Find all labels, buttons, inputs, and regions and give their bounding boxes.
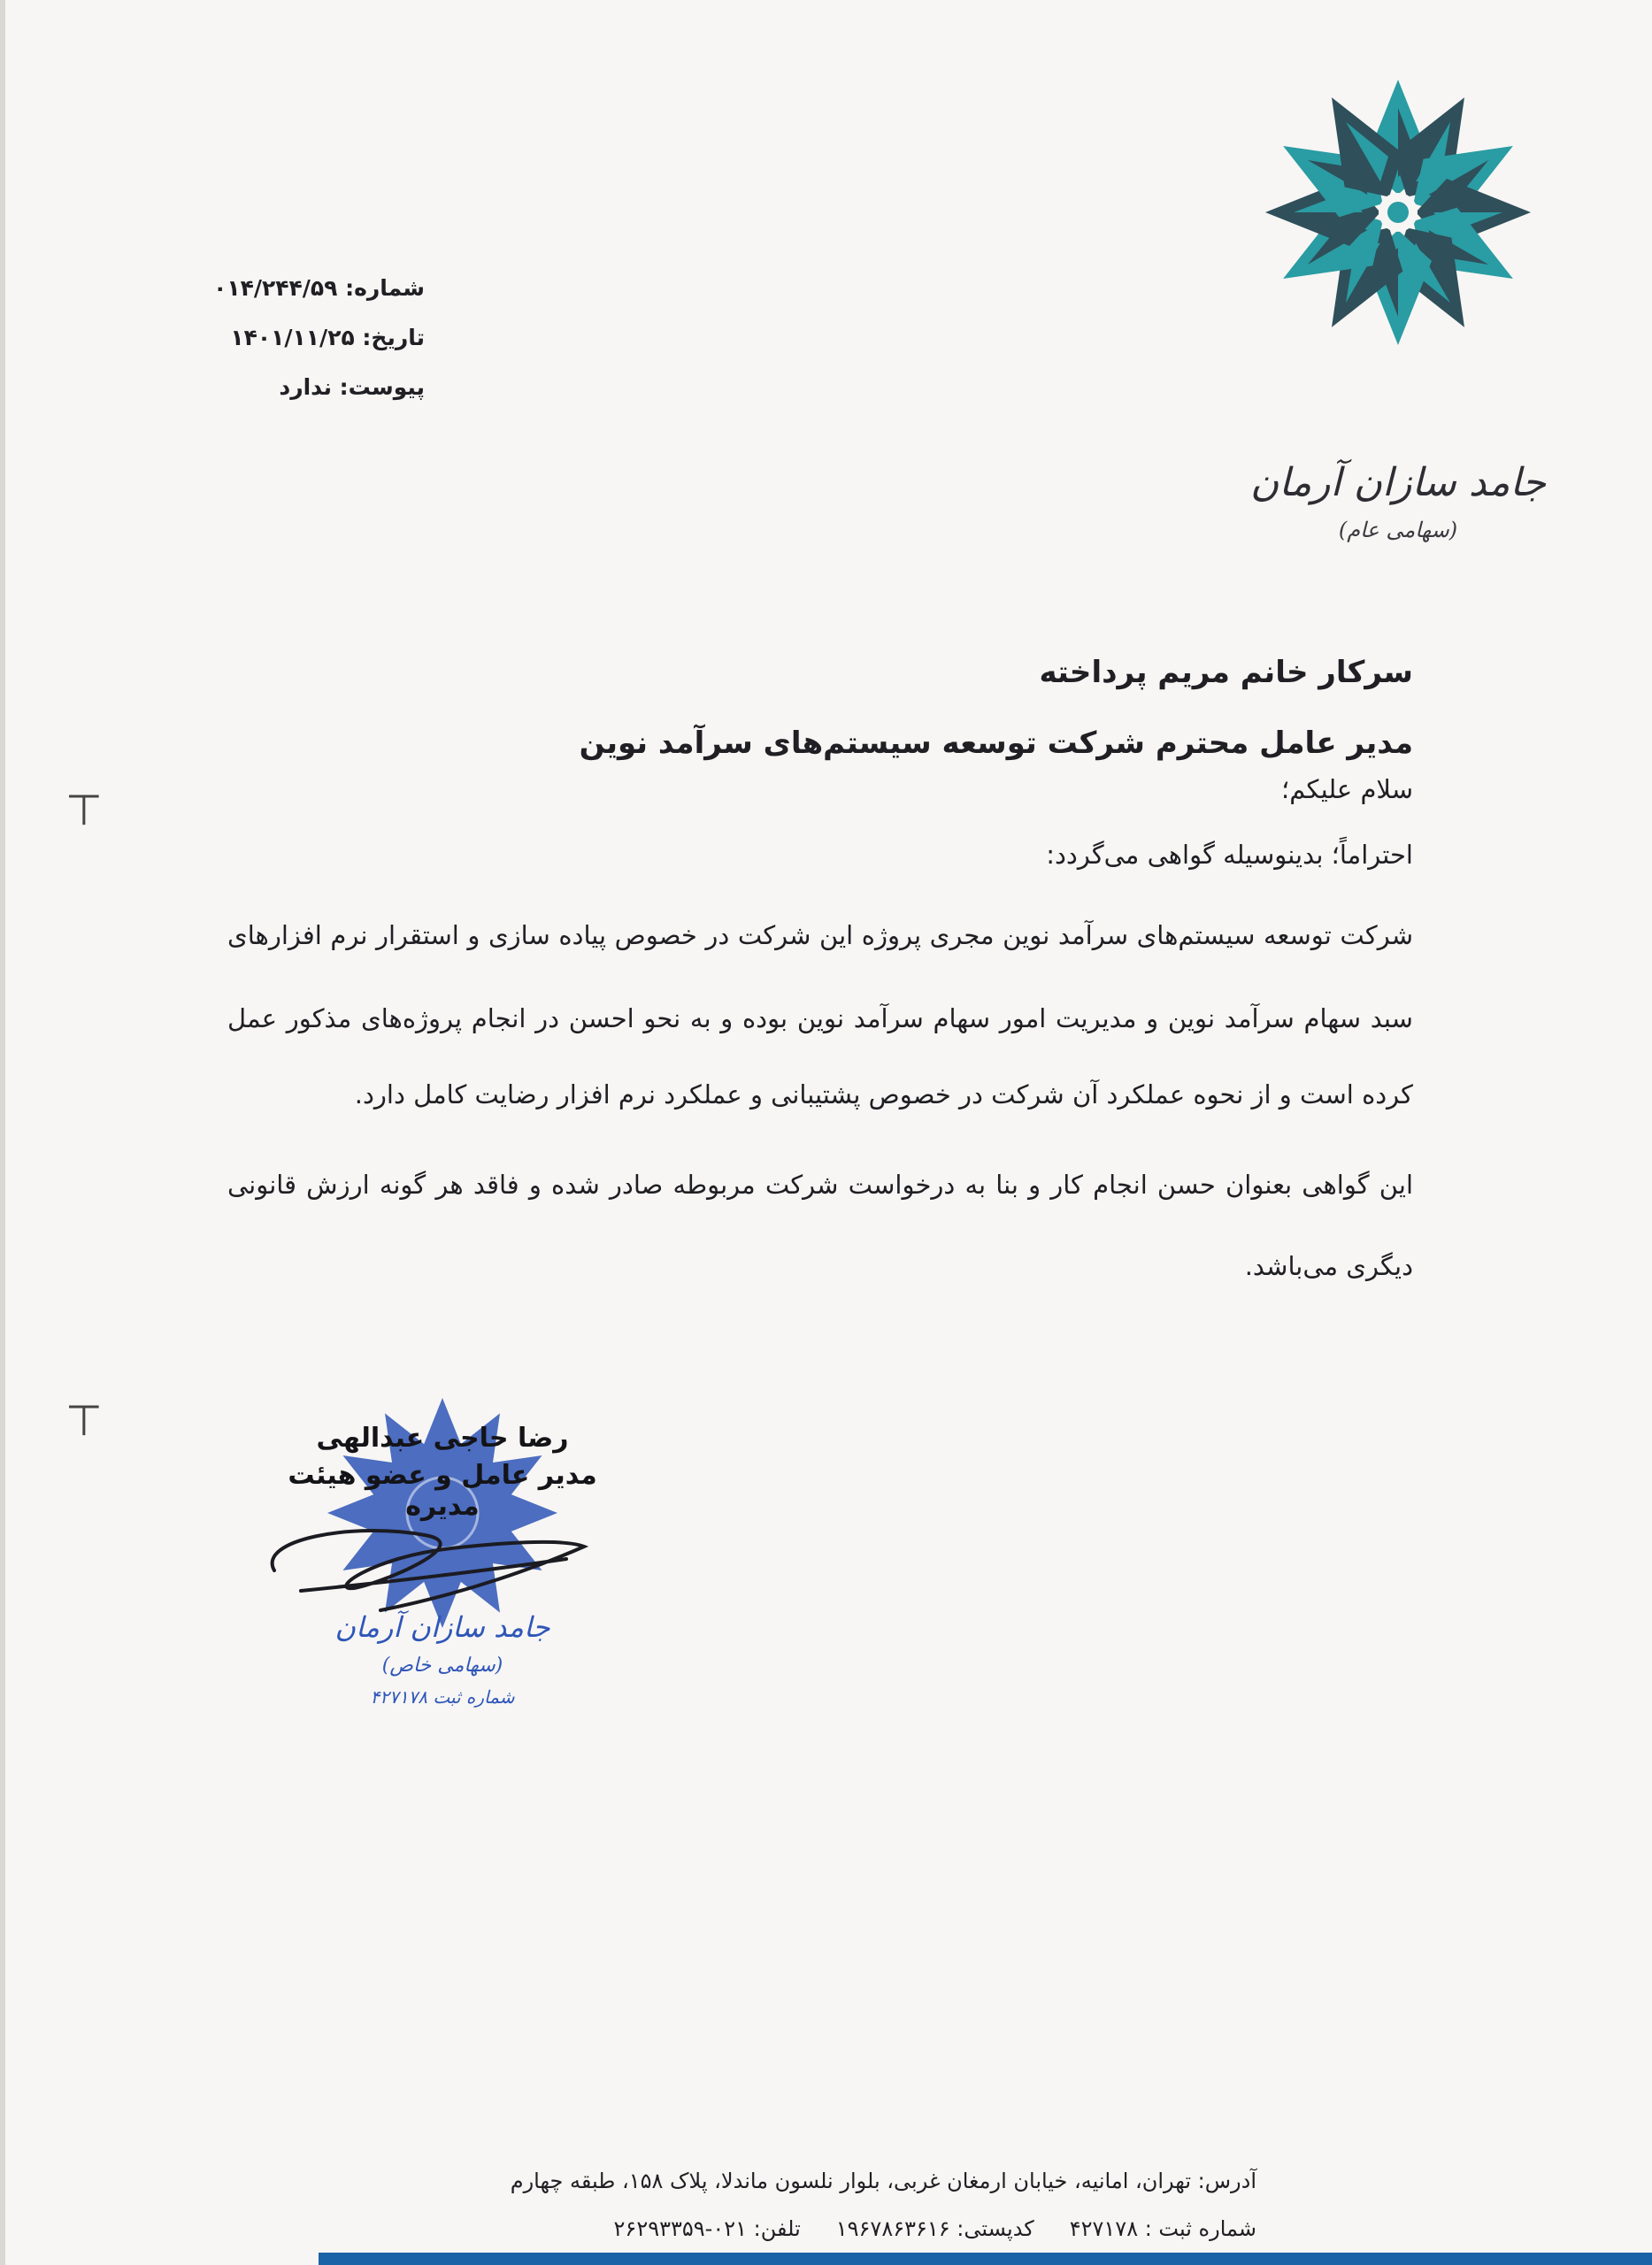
footer-contact-line (319, 2205, 1256, 2253)
footer-address: آدرس: تهران، امانیه، خیابان ارمغان غربی، بلوار نلسون ماندلا، پلاک ۱۵۸، طبقه چهارم (510, 2169, 1256, 2193)
company-logo (1248, 71, 1548, 542)
stamp-registration: شماره ثبت ۴۲۷۱۷۸ (370, 1686, 515, 1708)
page-edge (0, 0, 5, 2265)
greeting: سلام علیکم؛ (1281, 774, 1413, 804)
signatory-name: رضا حاجی عبدالهی (316, 1423, 569, 1454)
footer-registration: شماره ثبت : ۴۲۷۱۷۸ (1069, 2216, 1256, 2241)
paragraph-line: شرکت توسعه سیستم‌های سرآمد نوین مجری پروژه این شرکت در خصوص پیاده سازی و استقرار نرم افزارهای (227, 920, 1413, 950)
letter-meta (204, 264, 425, 412)
footer-color-bar (319, 2253, 1652, 2265)
letter-footer (319, 2157, 1256, 2253)
logo-company-name: جامد سازان آرمان (1249, 460, 1547, 505)
letter-number: شماره: ۰۱۴/۲۴۴/۵۹ (213, 275, 425, 301)
stamp-company-type: (سهامی خاص) (381, 1655, 503, 1677)
logo-star-icon (1256, 71, 1540, 354)
signature-block (257, 1389, 628, 1743)
punch-mark-icon: ⊤ (65, 786, 103, 835)
footer-postal-code: کدپستی: ۱۹۶۷۸۶۳۶۱۶ (835, 2216, 1034, 2241)
paragraph-line: سبد سهام سرآمد نوین و مدیریت امور سهام سرآمد نوین بوده و به نحو احسن در انجام پروژه‌های مذکور عمل (227, 1003, 1413, 1033)
punch-mark-icon: ⊤ (65, 1396, 103, 1446)
letter-attachment: پیوست: ندارد (279, 374, 425, 400)
paragraph-line: دیگری می‌باشد. (1244, 1251, 1413, 1281)
signatory-title: مدیر عامل و عضو هیئت مدیره (288, 1460, 597, 1522)
letter-date: تاریخ: ۱۴۰۱/۱۱/۲۵ (230, 325, 425, 350)
paragraph-line: این گواهی بعنوان حسن انجام کار و بنا به درخواست شرکت مربوطه صادر شده و فاقد هر گونه ارزش قانونی (227, 1170, 1413, 1200)
recipient-block (174, 637, 1413, 779)
letter-body (227, 768, 1413, 1306)
intro-line: احتراماً؛ بدینوسیله گواهی می‌گردد: (1046, 840, 1413, 870)
paragraph-line: کرده است و از نحوه عملکرد آن شرکت در خصوص پشتیبانی و عملکرد نرم افزار رضایت کامل دارد. (354, 1079, 1413, 1109)
stamp-company-name: جامد سازان آرمان (334, 1610, 550, 1644)
footer-phone: تلفن: ۰۲۱-۲۶۲۹۳۳۵۹ (613, 2216, 801, 2241)
recipient-name: سرکار خانم مریم پرداخته (1039, 655, 1413, 690)
recipient-title: مدیر عامل محترم شرکت توسعه سیستم‌های سرآمد نوین (579, 726, 1413, 761)
logo-company-type: (سهامی عام) (1338, 518, 1458, 542)
